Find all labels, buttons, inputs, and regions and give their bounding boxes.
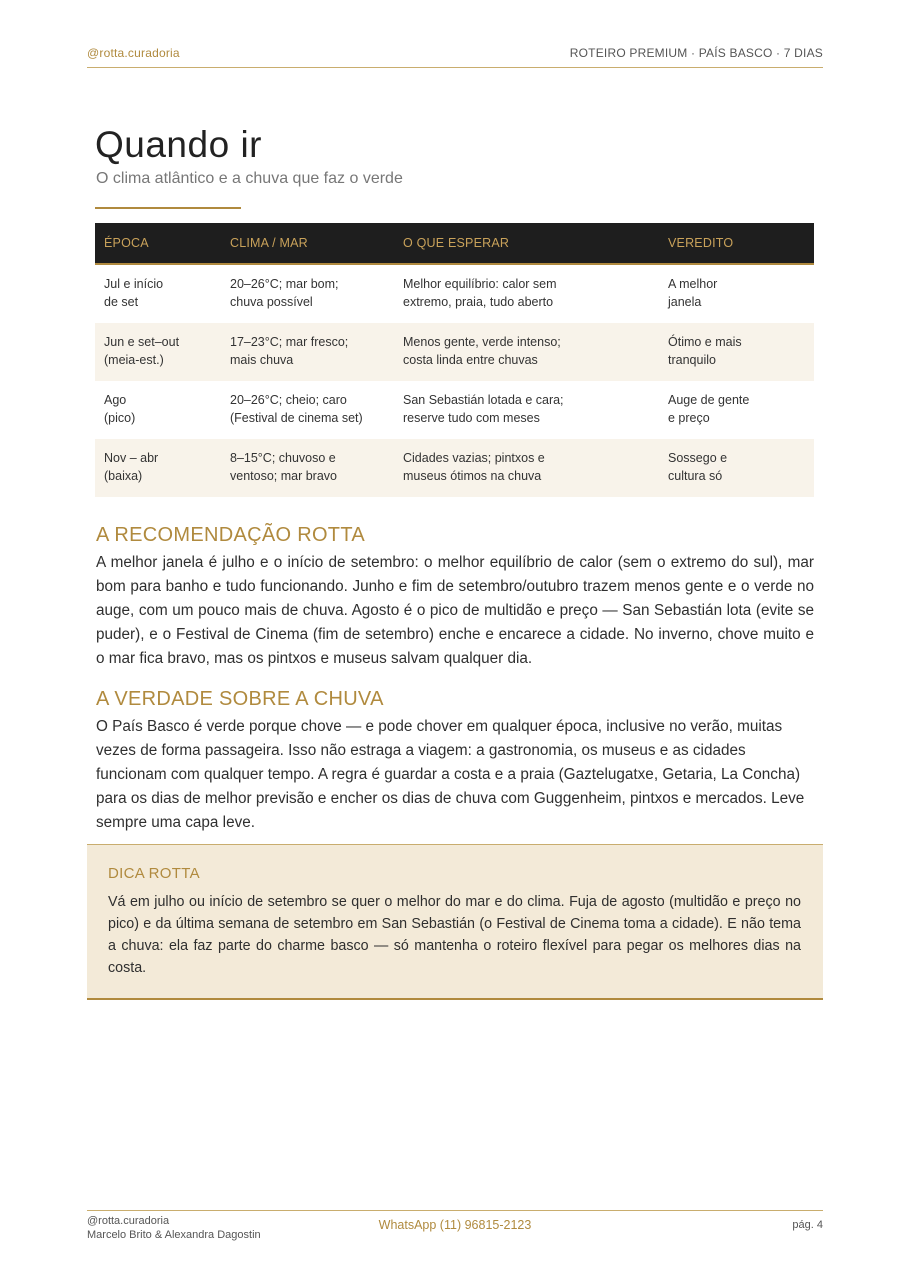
footer-authors: Marcelo Brito & Alexandra Dagostin (87, 1229, 261, 1241)
page-number: pág. 4 (792, 1219, 823, 1231)
table-cell: Melhor equilíbrio: calor sem extremo, praia, tudo aberto (403, 277, 557, 309)
title-divider (95, 207, 241, 209)
column-header-esperar: O QUE ESPERAR (394, 223, 659, 264)
footer-contact: WhatsApp (11) 96815-2123 (378, 1218, 532, 1232)
table-row (95, 381, 814, 439)
table-cell: Sossego e cultura só (659, 439, 814, 497)
table-cell: Nov – abr (baixa) (95, 439, 221, 497)
table-cell: 8–15°C; chuvoso e ventoso; mar bravo (221, 439, 394, 497)
table-cell: A melhor janela (668, 277, 718, 309)
table-cell: Ótimo e mais tranquilo (659, 323, 814, 381)
header-handle: @rotta.curadoria (87, 46, 180, 60)
tip-title: DICA ROTTA (108, 865, 200, 882)
header-label: ROTEIRO PREMIUM · PAÍS BASCO · 7 DIAS (569, 46, 823, 60)
rain-text: O País Basco é verde porque chove — e pode chover em qualquer época, inclusive no verão, muitas vezes de forma passageira. Isso não estraga a viagem: a gastronomia, os museus e as cidades funcionam com qualquer tempo. A regra é guardar a costa e a praia (Gaztelugatxe, Getaria, La Concha) para os dias de melhor previsão e encher os dias de chuva com Guggenheim, pintxos e mercados. Leve sempre uma capa leve. (96, 718, 805, 831)
footer-handle: @rotta.curadoria (87, 1215, 170, 1227)
page-header (87, 46, 823, 68)
table-cell: Jun e set–out (meia-est.) (95, 323, 221, 381)
page-footer (87, 1210, 823, 1251)
table-cell: Ago (pico) (104, 393, 136, 425)
rain-heading: A VERDADE SOBRE A CHUVA (96, 688, 384, 710)
table-cell: 20–26°C; mar bom; chuva possível (230, 277, 339, 309)
tip-box (87, 844, 823, 1000)
recommendation-text: A melhor janela é julho e o início de setembro: o melhor equilíbrio de calor (sem o extremo do sul), mar bom para banho e tudo funcionando. Junho e fim de setembro/outubro trazem menos gente e o verde no auge, com um pouco mais de chuva. Agosto é o pico de multidão e preço — San Sebastián lota (evite se puder), e o Festival de Cinema (fim de setembro) enche e encarece a cidade. No inverno, chove muito e o mar fica bravo, mas os pintxos e museus salvam qualquer dia. (96, 554, 814, 667)
table-row (95, 323, 814, 381)
column-header-epoca: ÉPOCA (95, 223, 221, 264)
table-cell: 20–26°C; cheio; caro (Festival de cinema set) (230, 393, 363, 425)
recommendation-heading: A RECOMENDAÇÃO ROTTA (96, 524, 365, 546)
season-table (95, 223, 814, 497)
column-header-clima: CLIMA / MAR (221, 223, 394, 264)
table-cell: Cidades vazias; pintxos e museus ótimos na chuva (394, 439, 659, 497)
table-row (95, 439, 814, 497)
table-cell: Menos gente, verde intenso; costa linda entre chuvas (394, 323, 659, 381)
table-cell: 17–23°C; mar fresco; mais chuva (221, 323, 394, 381)
table-row (95, 264, 814, 323)
tip-text: Vá em julho ou início de setembro se quer o melhor do mar e do clima. Fuja de agosto (multidão e preço no pico) e da última semana de setembro em San Sebastián (o Festival de Cinema toma a cidade). E não tema a chuva: ela faz parte do charme basco — só mantenha o roteiro flexível para pegar os melhores dias na costa. (108, 894, 801, 976)
table-cell: Auge de gente e preço (668, 393, 750, 425)
table-cell: San Sebastián lotada e cara; reserve tudo com meses (403, 393, 564, 425)
table-cell: Jul e início de set (104, 277, 164, 309)
table-header-row (95, 223, 814, 264)
page-subtitle: O clima atlântico e a chuva que faz o verde (96, 170, 403, 187)
column-header-veredito: VEREDITO (659, 223, 814, 264)
page-title: Quando ir (95, 124, 262, 165)
